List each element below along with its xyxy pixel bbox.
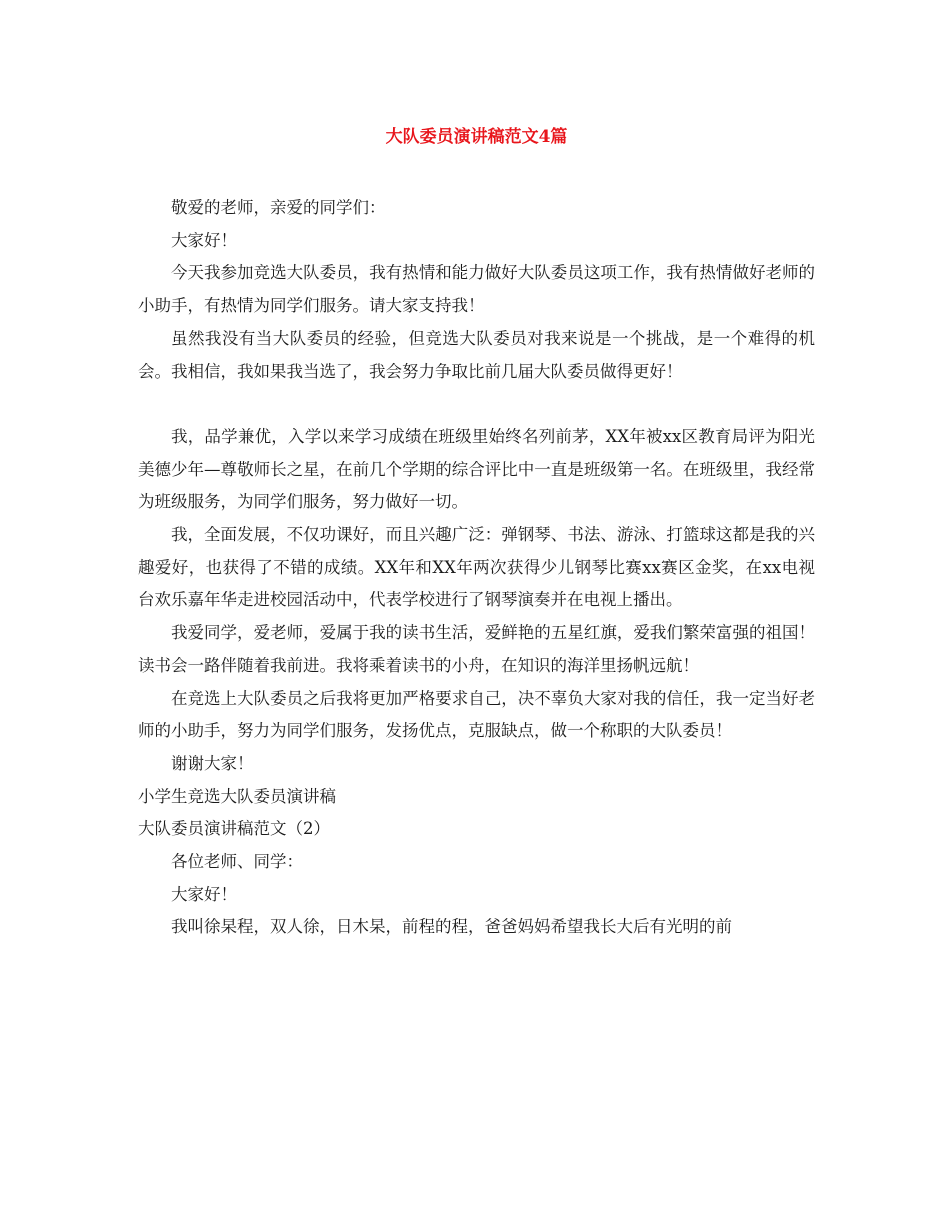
document-title: 大队委员演讲稿范文4篇	[385, 127, 568, 147]
paragraph-salutation: 敬爱的老师，亲爱的同学们：	[171, 198, 386, 217]
paragraph-thanks: 谢谢大家！	[171, 753, 254, 773]
paragraph-name-intro: 我叫徐杲程，双人徐，日木杲，前程的程，爸爸妈妈希望我长大后有光明的前	[171, 917, 732, 937]
paragraph-academics: 我，品学兼优，入学以来学习成绩在班级里始终名列前茅，XX年被xx区教育局评为阳光美德少年—尊敬师长之星，在前几个学期的综合评比中一直是班级第一名。在班级里，我经常为班级服务，为同学们服务，努力做好一切。	[138, 426, 815, 512]
paragraph-promise: 在竞选上大队委员之后我将更加严格要求自己，决不辜负大家对我的信任，我一定当好老师的小助手，努力为同学们服务，发扬优点，克服缺点，做一个称职的大队委员！	[138, 688, 815, 741]
paragraph-hobbies: 我，全面发展，不仅功课好，而且兴趣广泛：弹钢琴、书法、游泳、打篮球这都是我的兴趣爱好，也获得了不错的成绩。XX年和XX年两次获得少儿钢琴比赛xx赛区金奖，在xx电视台欢乐嘉年华走进校园活动中，代表学校进行了钢琴演奏并在电视上播出。	[138, 525, 815, 610]
paragraph-gap	[138, 388, 815, 421]
section-heading-example-2: 大队委员演讲稿范文（2）	[138, 819, 330, 839]
paragraph-intro: 今天我参加竞选大队委员，我有热情和能力做好大队委员这项工作，我有热情做好老师的小助手，有热情为同学们服务。请大家支持我！	[138, 263, 815, 316]
paragraph-challenge: 虽然我没有当大队委员的经验，但竞选大队委员对我来说是一个挑战，是一个难得的机会。我相信，我如果我当选了，我会努力争取比前几届大队委员做得更好！	[138, 328, 815, 381]
paragraph-salutation-2: 各位老师、同学：	[171, 852, 303, 872]
paragraph-greeting-2: 大家好！	[171, 884, 237, 904]
paragraph-greeting: 大家好！	[171, 230, 237, 250]
section-heading-speech: 小学生竞选大队委员演讲稿	[138, 786, 336, 806]
document-page	[138, 0, 815, 1230]
paragraph-love: 我爱同学，爱老师，爱属于我的读书生活，爱鲜艳的五星红旗，爱我们繁荣富强的祖国！读书会一路伴随着我前进。我将乘着读书的小舟，在知识的海洋里扬帆远航！	[138, 623, 815, 675]
document-body	[138, 192, 815, 944]
